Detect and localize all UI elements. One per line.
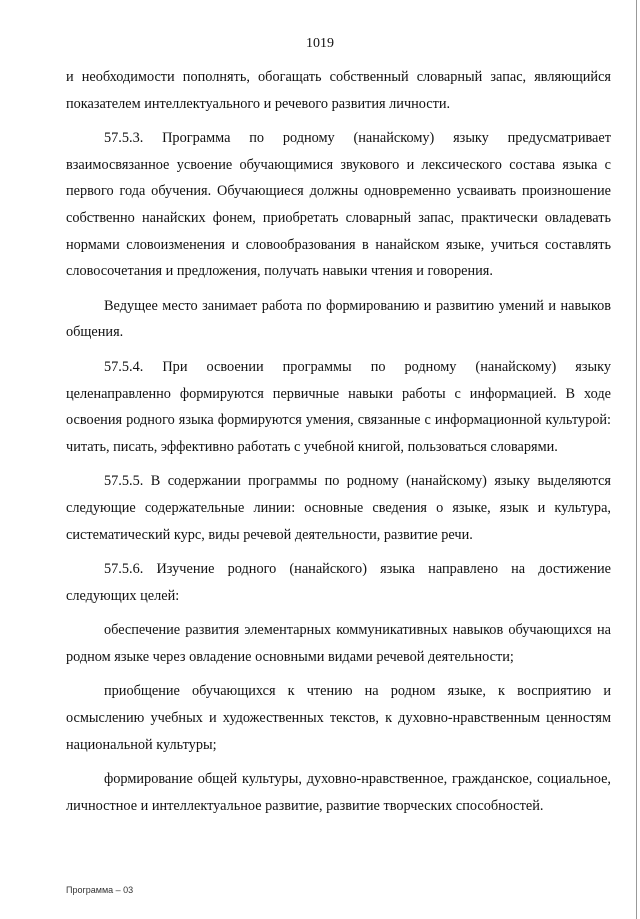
- document-body: [66, 64, 611, 827]
- goal-item-reading: приобщение обучающихся к чтению на родном языке, к восприятию и осмыслению учебных и художественных текстов, к духовно-нравственным ценностям национальной культуры;: [66, 683, 611, 753]
- paragraph-57-5-4: 57.5.4. При освоении программы по родному (нанайскому) языку целенаправленно формируются первичные навыки работы с информацией. В ходе освоения родного языка формируются умения, связанные с информационной культурой: читать, писать, эффективно работать с учебной книгой, пользоваться словарями.: [66, 358, 611, 455]
- page-footer: Программа – 03: [66, 885, 134, 895]
- page-number: 1019: [306, 36, 334, 51]
- paragraph-57-5-3: 57.5.3. Программа по родному (нанайскому) языку предусматривает взаимосвязанное усвоение обучающимися звукового и лексического состава языка с первого года обучения. Обучающиеся должны одновременно усваивать произношение собственно нанайских фонем, приобретать словарный запас, практически овладевать нормами словоизменения и словообразования в нанайском языке, учиться составлять словосочетания и предложения, получать навыки чтения и говорения.: [66, 130, 611, 280]
- scan-edge-line: [636, 0, 637, 919]
- paragraph-57-5-5: 57.5.5. В содержании программы по родному (нанайскому) языку выделяются следующие содержательные линии: основные сведения о языке, язык и культура, систематический курс, виды речевой деятельности, развитие речи.: [66, 473, 611, 543]
- paragraph-continuation: и необходимости пополнять, обогащать собственный словарный запас, являющийся показателем интеллектуального и речевого развития личности.: [66, 69, 611, 112]
- paragraph-57-5-6: 57.5.6. Изучение родного (нанайского) языка направлено на достижение следующих целей:: [66, 561, 611, 604]
- paragraph-communication-skills: Ведущее место занимает работа по формированию и развитию умений и навыков общения.: [66, 297, 611, 341]
- goal-item-communicative-skills: обеспечение развития элементарных коммуникативных навыков обучающихся на родном языке через овладение основными видами речевой деятельности;: [66, 622, 611, 665]
- goal-item-general-culture: формирование общей культуры, духовно-нравственное, гражданское, социальное, личностное и интеллектуальное развитие, развитие творческих способностей.: [66, 771, 611, 814]
